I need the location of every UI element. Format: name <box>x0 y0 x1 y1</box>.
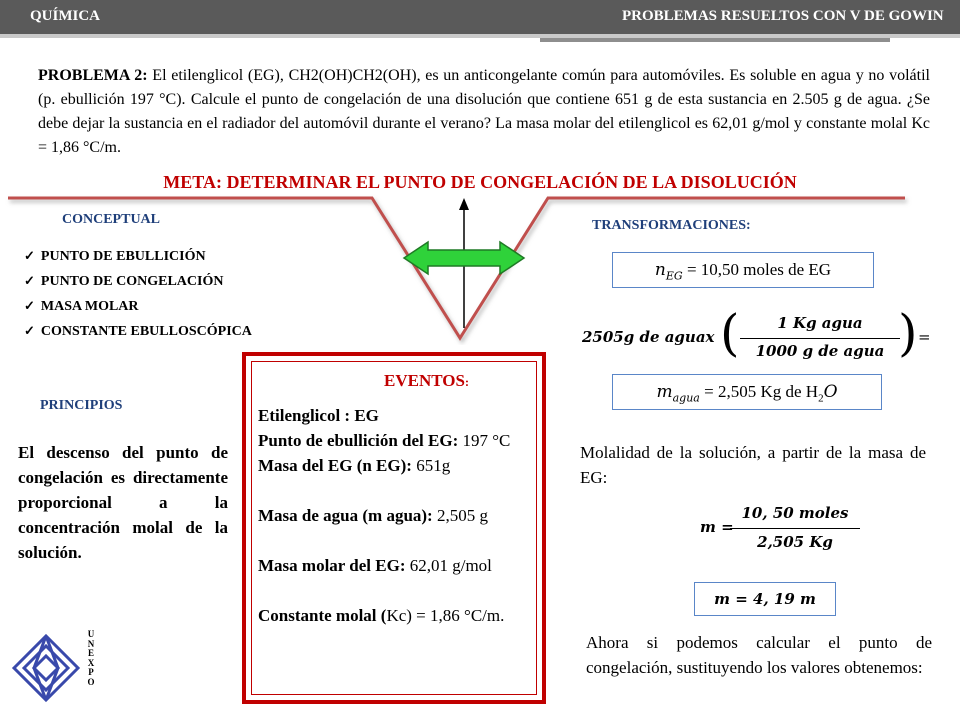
problem-statement <box>38 64 930 160</box>
header-title: PROBLEMAS RESUELTOS CON V DE GOWIN <box>622 8 944 24</box>
moles-sub: EG <box>665 269 683 283</box>
list-item: ✓ PUNTO DE CONGELACIÓN <box>24 269 252 294</box>
principles-text: El descenso del punto de congelación es directamente proporcional a la concentración molal de la solución. <box>18 443 228 562</box>
event-label: Constante molal ( <box>258 606 387 625</box>
paren-left: ( <box>720 304 740 362</box>
event-line <box>258 403 558 428</box>
conversion-equation <box>582 304 942 366</box>
water-mass-value: = 2,505 Kg de H <box>699 382 819 401</box>
molality-equation <box>700 500 870 556</box>
molality-lhs: m = <box>700 518 734 536</box>
molality-result-box: m = 4, 19 m <box>694 582 836 616</box>
problem-label: PROBLEMA 2: <box>38 67 148 84</box>
water-mass-var: m <box>656 382 673 402</box>
event-label: Punto de ebullición del EG: <box>258 431 459 450</box>
event-label: Masa molar del EG: <box>258 556 406 575</box>
h2o-o: O <box>823 382 838 402</box>
conversion-equals: = <box>918 328 931 346</box>
event-line <box>258 503 558 528</box>
problem-text: El etilenglicol (EG), CH2(OH)CH2(OH), es un anticongelante común para automóviles. Es soluble en agua y no volátil (p. ebullición 197 °C). Calcule el punto de congelación de una disolución que contiene 651 g de esta sustancia en 2.505 g de agua. ¿Se debe dejar la sustancia en el radiador del automóvil durante el verano? La masa molar del etilenglicol es 62,01 g/mol y constante molal Kc = 1,86 °C/m. <box>38 67 930 156</box>
molality-numerator: 10, 50 moles <box>741 504 849 522</box>
events-list <box>258 403 558 628</box>
conversion-denominator: 1000 g de agua <box>755 342 885 360</box>
event-value: 197 °C <box>458 431 511 450</box>
vertical-arrow-head <box>459 198 469 210</box>
event-value: 2,505 g <box>432 506 488 525</box>
principles-title: PRINCIPIOS <box>40 398 123 413</box>
fraction-bar <box>740 338 900 339</box>
event-line <box>258 453 558 478</box>
list-item: ✓ MASA MOLAR <box>24 294 252 319</box>
unexpo-text: UNEXPO <box>87 629 95 687</box>
conversion-left: 2505g de aguax <box>582 328 715 346</box>
events-title-text: EVENTOS <box>384 371 465 390</box>
goal-heading: META: DETERMINAR EL PUNTO DE CONGELACIÓN DE LA DISOLUCIÓN <box>163 172 797 192</box>
event-label: Masa del EG (n EG): <box>258 456 412 475</box>
conversion-numerator: 1 Kg agua <box>777 314 863 332</box>
header-subject: QUÍMICA <box>30 8 100 24</box>
event-value: 62,01 g/mol <box>405 556 492 575</box>
list-item: ✓ PUNTO DE EBULLICIÓN <box>24 244 252 269</box>
h2o-subscript: 2 <box>818 392 824 405</box>
moles-var: n <box>654 260 666 280</box>
water-mass-sub: agua <box>672 391 700 405</box>
moles-box <box>612 252 874 288</box>
water-mass-box <box>612 374 882 410</box>
molality-text: Molalidad de la solución, a partir de la masa de EG: <box>580 443 926 487</box>
transformations-title: TRANSFORMACIONES: <box>592 218 751 233</box>
molality-fraction-bar <box>730 528 860 529</box>
molality-denominator: 2,505 Kg <box>757 533 833 551</box>
moles-value: = 10,50 moles de EG <box>682 260 832 279</box>
event-line <box>258 553 558 578</box>
unexpo-vertical-text <box>86 630 96 687</box>
header-accent-line <box>540 38 890 42</box>
events-title-suffix: : <box>464 375 469 389</box>
list-item: ✓ CONSTANTE EBULLOSCÓPICA <box>24 319 252 344</box>
event-line <box>258 428 558 453</box>
final-text: Ahora si podemos calcular el punto de congelación, sustituyendo los valores obtenemos: <box>586 633 932 677</box>
event-label: Etilenglicol : EG <box>258 406 379 425</box>
conceptual-title: CONCEPTUAL <box>62 212 161 227</box>
events-title <box>384 371 469 391</box>
unexpo-logo-icon <box>6 628 86 708</box>
paren-right: ) <box>898 304 918 362</box>
event-value: 651g <box>411 456 451 475</box>
conceptual-list <box>24 244 252 344</box>
event-label: Masa de agua (m agua): <box>258 506 433 525</box>
event-line <box>258 603 558 628</box>
event-value: Kc) = 1,86 °C/m. <box>386 606 505 625</box>
